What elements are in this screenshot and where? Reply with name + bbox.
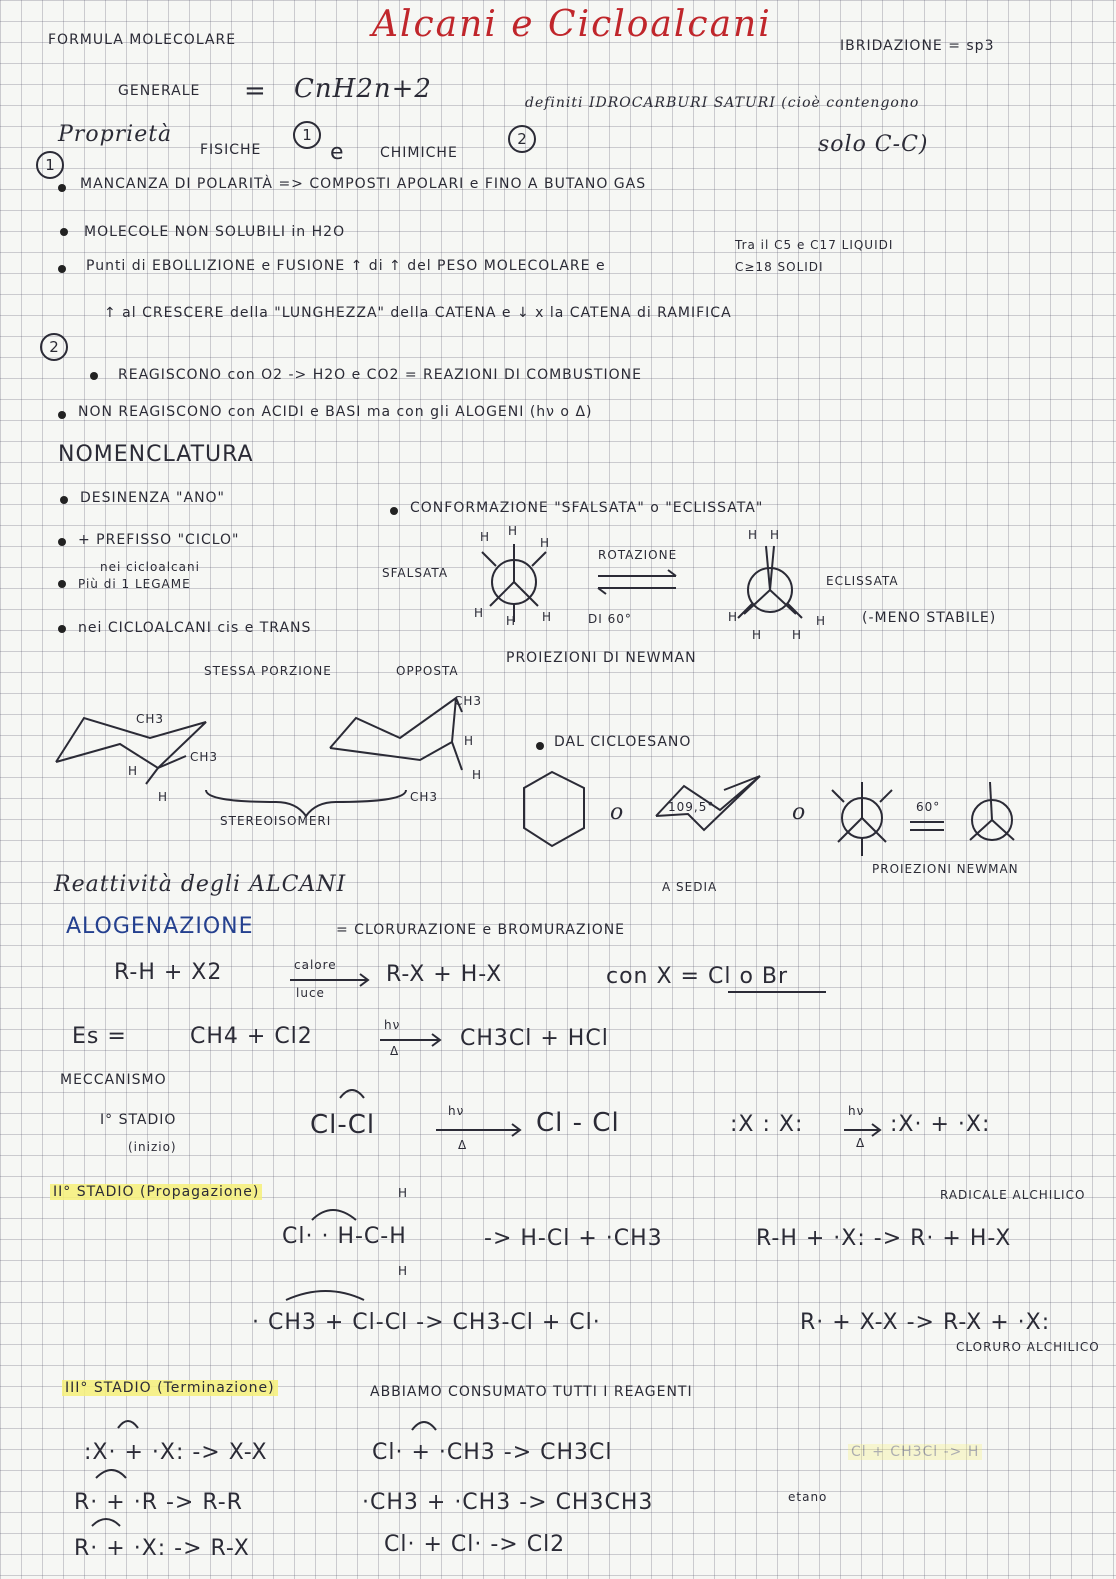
stadio-1-arrow-bottom: Δ	[458, 1138, 468, 1152]
formula-label: FORMULA MOLECOLARE	[48, 32, 237, 48]
o-label: o	[792, 800, 807, 825]
alogenazione-heading: ALOGENAZIONE	[66, 914, 254, 939]
h-label: H	[540, 536, 551, 550]
nomenclatura-heading: NOMENCLATURA	[58, 442, 254, 467]
h-label: H	[480, 530, 491, 544]
stadio-3-description: ABBIAMO CONSUMATO TUTTI I REAGENTI	[370, 1384, 693, 1400]
nomenclatura-bullet-1: DESINENZA "ANO"	[80, 490, 225, 506]
eq1-arrow-bottom: luce	[296, 986, 325, 1000]
h-label: H	[542, 610, 553, 624]
termination-1a: :X· + ·X: -> X-X	[84, 1440, 268, 1465]
eq1-reactants: R-H + X2	[114, 960, 223, 985]
termination-2c: etano	[788, 1490, 828, 1504]
cloruro-alchilico-label: CLORURO ALCHILICO	[956, 1340, 1100, 1354]
stadio-1-sub: (inizio)	[128, 1140, 177, 1154]
chimiche-bullet-1: REAGISCONO con O2 -> H2O e CO2 = REAZIONI DI COMBUSTIONE	[118, 367, 642, 383]
termination-3b: Cl· + Cl· -> Cl2	[384, 1532, 566, 1557]
stadio-1-reactant: Cl-Cl	[310, 1110, 376, 1140]
h-label: H	[464, 734, 475, 748]
stadio-2b-equation: · CH3 + Cl-Cl -> CH3-Cl + Cl·	[252, 1310, 601, 1335]
newman-label: PROIEZIONI DI NEWMAN	[506, 650, 697, 666]
nomenclatura-bullet-3: Più di 1 LEGAME	[78, 577, 191, 591]
stadio-3-text: III° STADIO (Terminazione)	[62, 1380, 278, 1396]
proprieta-heading: Proprietà	[58, 122, 173, 147]
stadio-1-general-arrow-bottom: Δ	[856, 1136, 866, 1150]
e-label: e	[330, 140, 345, 165]
eq1-products: R-X + H-X	[386, 962, 503, 987]
eq2-products: CH3Cl + HCl	[460, 1026, 609, 1051]
definition-line-1: definiti IDROCARBURI SATURI (cioè contengono	[525, 95, 920, 111]
h-label: H	[398, 1186, 409, 1200]
stadio-2a-reactants: Cl· · H-C-H	[282, 1224, 407, 1249]
solids-note: C≥18 SOLIDI	[735, 260, 824, 274]
circled-1-fisiche: 1	[293, 121, 321, 149]
h-label: H	[472, 768, 483, 782]
meno-stabile-label: (-MENO STABILE)	[862, 610, 997, 626]
fisiche-bullet-3b: ↑ al CRESCERE della "LUNGHEZZA" della CATENA e ↓ x la CATENA di RAMIFICA	[104, 305, 732, 321]
generale-equals: =	[244, 76, 267, 106]
nomenclatura-bullet-4: nei CICLOALCANI cis e TRANS	[78, 620, 312, 636]
stadio-1-general-arrow-top: hν	[848, 1104, 865, 1118]
h-label: H	[752, 628, 763, 642]
alogenazione-definition: = CLORURAZIONE e BROMURAZIONE	[336, 922, 626, 938]
nomenclatura-bullet-2b: nei cicloalcani	[100, 560, 200, 574]
opposta-label: OPPOSTA	[396, 664, 459, 678]
meccanismo-label: MECCANISMO	[60, 1072, 167, 1088]
eq1-condition: con X = Cl o Br	[606, 964, 789, 989]
angle-label: 109,5°	[668, 800, 715, 814]
h-label: H	[474, 606, 485, 620]
stadio-2-text: II° STADIO (Propagazione)	[50, 1184, 262, 1200]
eq1-arrow-top: calore	[294, 958, 337, 972]
o-label: o	[610, 800, 625, 825]
eq2-arrow-bottom: Δ	[390, 1044, 400, 1058]
sfalsata-label: SFALSATA	[382, 566, 449, 580]
stadio-1-general-reactant: :X : X:	[730, 1112, 804, 1137]
proiezioni-newman-label: PROIEZIONI NEWMAN	[872, 862, 1019, 876]
definition-line-2: solo C-C)	[818, 132, 929, 157]
stadio-2a-products: -> H-Cl + ·CH3	[484, 1226, 663, 1251]
ch3-label: CH3	[454, 694, 483, 708]
generale-formula: CnH2n+2	[294, 74, 432, 104]
h-label: H	[816, 614, 827, 628]
termination-3a: R· + ·X: -> R-X	[74, 1536, 250, 1561]
ch3-label: CH3	[190, 750, 219, 764]
h-label: H	[770, 528, 781, 542]
h-label: H	[398, 1264, 409, 1278]
circled-2-marker: 2	[40, 333, 68, 361]
liquids-note: Tra il C5 e C17 LIQUIDI	[735, 238, 894, 252]
h-label: H	[128, 764, 139, 778]
termination-2b: ·CH3 + ·CH3 -> CH3CH3	[362, 1490, 654, 1515]
eq2-reactants: CH4 + Cl2	[190, 1024, 313, 1049]
chimiche-label: CHIMICHE	[380, 145, 458, 161]
ibridazione-label: IBRIDAZIONE = sp3	[840, 38, 995, 54]
circled-1-marker: 1	[36, 151, 64, 179]
circled-2-chimiche: 2	[508, 125, 536, 153]
termination-2a: R· + ·R -> R-R	[74, 1490, 243, 1515]
cicloesano-label: DAL CICLOESANO	[554, 734, 692, 750]
h-label: H	[508, 524, 519, 538]
stereoisomeri-label: STEREOISOMERI	[220, 814, 332, 828]
h-label: H	[728, 610, 739, 624]
es-label: Es =	[72, 1024, 127, 1049]
eclissata-label: ECLISSATA	[826, 574, 899, 588]
h-label: H	[748, 528, 759, 542]
termination-1c-text: Cl + CH3Cl -> H	[848, 1444, 982, 1460]
stadio-1-product: Cl - Cl	[536, 1108, 620, 1138]
conformazione-label: CONFORMAZIONE "SFALSATA" o "ECLISSATA"	[410, 500, 764, 516]
di60-label: DI 60°	[588, 612, 632, 626]
stadio-1-arrow-top: hν	[448, 1104, 465, 1118]
reattivita-heading: Reattività degli ALCANI	[54, 872, 347, 897]
fisiche-bullet-1: MANCANZA DI POLARITÀ => COMPOSTI APOLARI e FINO A BUTANO GAS	[80, 176, 647, 192]
ch3-label: CH3	[410, 790, 439, 804]
h-label: H	[158, 790, 169, 804]
sedia-label: A SEDIA	[662, 880, 718, 894]
sixty-label: 60°	[916, 800, 941, 814]
eq2-arrow-top: hν	[384, 1018, 401, 1032]
nomenclatura-bullet-2a: + PREFISSO "CICLO"	[78, 532, 240, 548]
fisiche-label: FISICHE	[200, 142, 262, 158]
generale-label: GENERALE	[118, 83, 201, 99]
ch3-label: CH3	[136, 712, 165, 726]
stadio-2a-general: R-H + ·X: -> R· + H-X	[756, 1226, 1012, 1251]
rotazione-label: ROTAZIONE	[598, 548, 678, 562]
page-title: Alcani e Cicloalcani	[372, 4, 772, 45]
stadio-1-general-product: :X· + ·X:	[890, 1112, 991, 1137]
fisiche-bullet-2: MOLECOLE NON SOLUBILI in H2O	[84, 224, 346, 240]
chimiche-bullet-2: NON REAGISCONO con ACIDI e BASI ma con gli ALOGENI (hν o Δ)	[78, 404, 593, 420]
stessa-porzione: STESSA PORZIONE	[204, 664, 332, 678]
termination-1b: Cl· + ·CH3 -> CH3Cl	[372, 1440, 613, 1465]
stadio-2b-general: R· + X-X -> R-X + ·X:	[800, 1310, 1051, 1335]
h-label: H	[792, 628, 803, 642]
stadio-1-label: I° STADIO	[100, 1112, 177, 1128]
radicale-alchilico-label: RADICALE ALCHILICO	[940, 1188, 1086, 1202]
h-label: H	[506, 614, 517, 628]
fisiche-bullet-3: Punti di EBOLLIZIONE e FUSIONE ↑ di ↑ del PESO MOLECOLARE e	[86, 258, 606, 274]
